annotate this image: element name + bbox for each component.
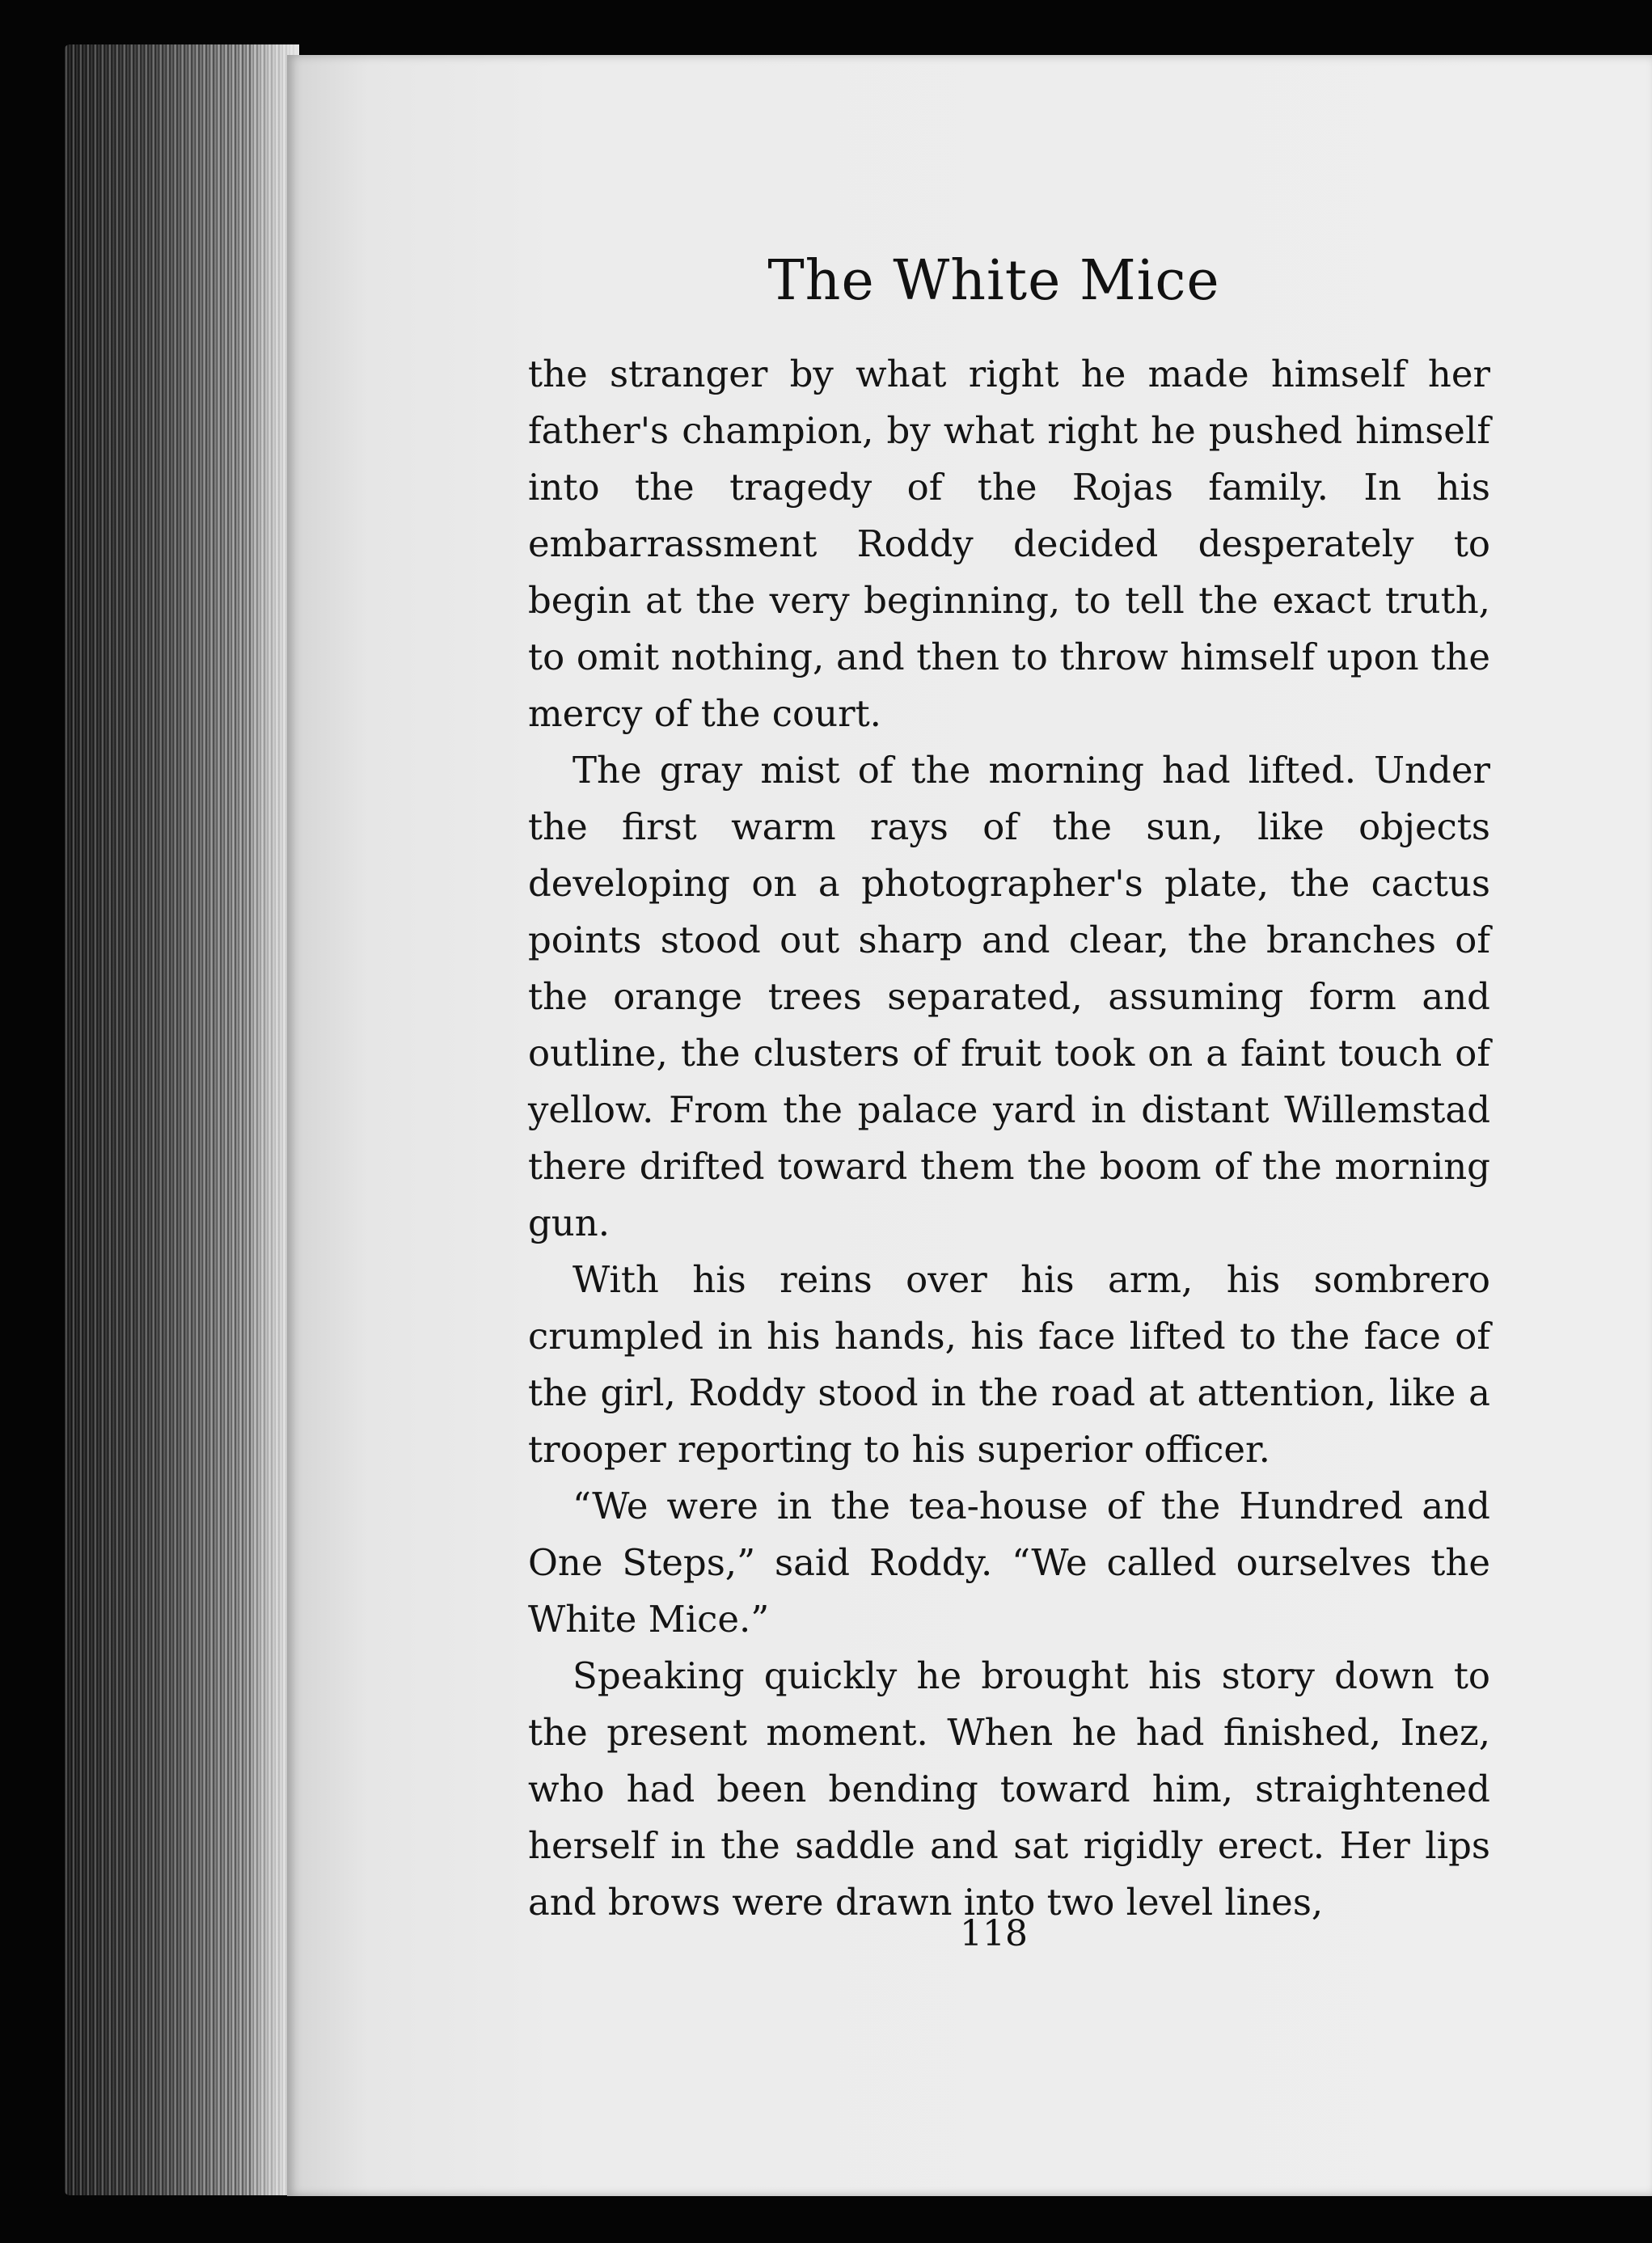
body-text [528,346,1490,1931]
paragraph: The gray mist of the morning had lifted. Under the first warm rays of the sun, like objects developing on a photographer's plate, the cactus points stood out sharp and clear, the branches of the orange trees separated, assuming form and outline, the clusters of fruit took on a faint touch of yellow. From the palace yard in distant Willemstad there drifted toward them the boom of the morning gun. [528,749,1490,1244]
book-page-edges [65,44,299,2195]
book-page [287,55,1652,2196]
paragraph-dialogue: “We were in the tea-house of the Hundred and One Steps,” said Roddy. “We called ourselves the White Mice.” [528,1485,1490,1641]
page-number: 118 [960,1913,1028,1954]
paragraph: Speaking quickly he brought his story down to the present moment. When he had finished, Inez, who had been bending toward him, straightened herself in the saddle and sat rigidly erect. Her lips and brows were drawn into two level lines, [528,1654,1490,1924]
running-head: The White Mice [767,249,1220,313]
paragraph: With his reins over his arm, his sombrero crumpled in his hands, his face lifted to the face of the girl, Roddy stood in the road at attention, like a trooper reporting to his superior officer. [528,1258,1490,1471]
paragraph-continued: the stranger by what right he made himself her father's champion, by what right he pushed himself into the tragedy of the Rojas family. In his embarrassment Roddy decided desperately to begin at the very beginning, to tell the exact truth, to omit nothing, and then to throw himself upon the mercy of the court. [528,353,1490,735]
